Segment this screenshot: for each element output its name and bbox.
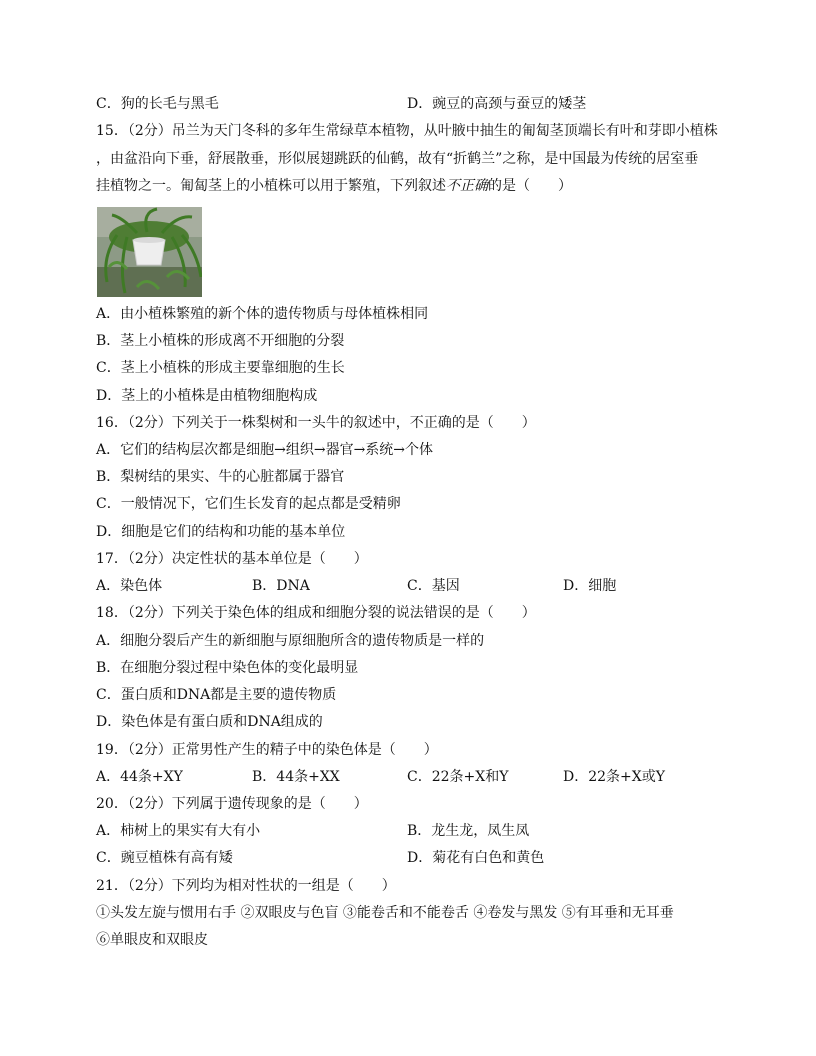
q16-option-d: D．细胞是它们的结构和功能的基本单位: [96, 524, 346, 540]
spider-plant-photo: [97, 207, 202, 297]
q15-option-c: C．茎上小植株的形成主要靠细胞的生长: [96, 360, 345, 376]
q19-option-d: D．22条+X或Y: [563, 769, 665, 785]
q21-items-line-1: ①头发左旋与惯用右手 ②双眼皮与色盲 ③能卷舌和不能卷舌 ④卷发与黑发 ⑤有耳垂和无耳垂: [96, 905, 674, 921]
q20-option-a: A．柿树上的果实有大有小: [96, 823, 261, 839]
q15-stem-line-3-c: 的是（ ）: [488, 178, 572, 194]
q15-stem-line-1: 15．（2分）吊兰为天门冬科的多年生常绿草本植物，从叶腋中抽生的匍匐茎顶端长有叶和芽即小植株: [96, 123, 718, 139]
q21-stem: 21．（2分）下列均为相对性状的一组是（ ）: [96, 878, 396, 894]
q15-option-a: A．由小植株繁殖的新个体的遗传物质与母体植株相同: [96, 306, 429, 322]
q21-items-line-2: ⑥单眼皮和双眼皮: [96, 932, 208, 948]
q15-emphasis-not-correct: 不正确: [446, 178, 488, 194]
q17-stem: 17．（2分）决定性状的基本单位是（ ）: [96, 551, 368, 567]
q19-stem: 19．（2分）正常男性产生的精子中的染色体是（ ）: [96, 742, 438, 758]
q20-stem: 20．（2分）下列属于遗传现象的是（ ）: [96, 796, 368, 812]
q18-option-b: B．在细胞分裂过程中染色体的变化最明显: [96, 660, 359, 676]
q14-option-d: D．豌豆的高颈与蚕豆的矮茎: [407, 96, 587, 112]
q16-option-a: A．它们的结构层次都是细胞→组织→器官→系统→个体: [96, 442, 434, 458]
q15-option-d: D．茎上的小植株是由植物细胞构成: [96, 388, 318, 404]
q20-option-d: D．菊花有白色和黄色: [407, 850, 545, 866]
q17-option-a: A．染色体: [96, 578, 163, 594]
q18-option-c: C．蛋白质和DNA都是主要的遗传物质: [96, 687, 337, 703]
q16-stem: 16．（2分）下列关于一株梨树和一头牛的叙述中，不正确的是（ ）: [96, 415, 536, 431]
q15-option-b: B．茎上小植株的形成离不开细胞的分裂: [96, 333, 345, 349]
q17-option-d: D．细胞: [563, 578, 617, 594]
q17-option-b: B．DNA: [252, 578, 310, 594]
q18-option-d: D．染色体是有蛋白质和DNA组成的: [96, 714, 323, 730]
q18-option-a: A．细胞分裂后产生的新细胞与原细胞所含的遗传物质是一样的: [96, 633, 485, 649]
q20-option-b: B．龙生龙，凤生凤: [407, 823, 530, 839]
q19-option-b: B．44条+XX: [252, 769, 340, 785]
q15-stem-line-2: ，由盆沿向下垂，舒展散垂，形似展翅跳跃的仙鹤，故有“折鹤兰”之称，是中国最为传统的居室垂: [96, 151, 699, 167]
q18-stem: 18．（2分）下列关于染色体的组成和细胞分裂的说法错误的是（ ）: [96, 605, 536, 621]
q15-stem-line-3-a: 挂植物之一。匍匐茎上的小植株可以用于繁殖，下列叙述: [96, 178, 446, 194]
q16-option-b: B．梨树结的果实、牛的心脏都属于器官: [96, 469, 345, 485]
q16-option-c: C．一般情况下，它们生长发育的起点都是受精卵: [96, 496, 401, 512]
q17-option-c: C．基因: [407, 578, 460, 594]
q19-option-c: C．22条+X和Y: [407, 769, 509, 785]
q14-option-c: C．狗的长毛与黑毛: [96, 96, 219, 112]
q20-option-c: C．豌豆植株有高有矮: [96, 850, 233, 866]
q15-stem-line-3: [96, 176, 572, 196]
q19-option-a: A．44条+XY: [96, 769, 183, 785]
